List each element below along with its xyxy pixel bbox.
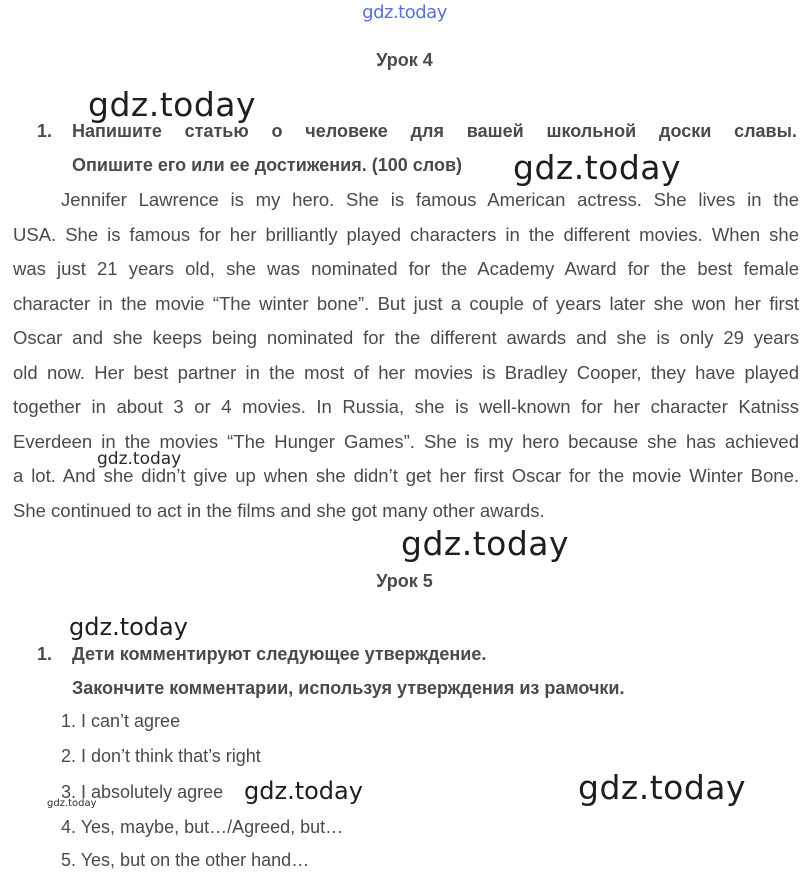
essay-line: USA. She is famous for her brilliantly played characters in the different movies. When she: [13, 223, 799, 245]
lesson-5-title: Урок 5: [376, 571, 433, 591]
lesson-5-task-number: 1.: [37, 644, 53, 664]
answer-item: 3. I absolutely agree: [61, 782, 224, 802]
watermark: gdz.today: [401, 524, 570, 563]
watermark: gdz.today: [97, 449, 182, 469]
answer-item: 2. I don’t think that’s right: [61, 746, 261, 766]
lesson-5-task-line-2: Закончите комментарии, используя утверждения из рамочки.: [72, 678, 625, 698]
watermark: gdz.today: [578, 768, 747, 807]
watermark: gdz.today: [69, 613, 188, 641]
essay-line: together in about 3 or 4 movies. In Russia, she is well-known for her character Katniss: [13, 396, 799, 417]
answer-item: 5. Yes, but on the other hand…: [61, 850, 310, 870]
essay-line: old now. Her best partner in the most of her movies is Bradley Cooper, they have played: [13, 361, 799, 383]
lesson-4-task-number: 1.: [37, 121, 53, 141]
watermark: gdz.today: [47, 798, 97, 809]
essay-line: Oscar and she keeps being nominated for the different awards and she is only 29 years: [13, 327, 799, 348]
watermark-top: gdz.today: [362, 2, 447, 23]
answer-item: 4. Yes, maybe, but…/Agreed, but…: [61, 817, 344, 837]
essay-line: was just 21 years old, she was nominated for the Academy Award for the best female: [13, 258, 799, 279]
essay-line: Jennifer Lawrence is my hero. She is famous American actress. She lives in the: [61, 189, 799, 210]
essay-line: a lot. And she didn’t give up when she didn’t get her first Oscar for the movie Winter Bone.: [13, 465, 799, 486]
lesson-5-task-line-1: Дети комментируют следующее утверждение.: [72, 644, 487, 664]
essay-paragraph: [13, 183, 799, 528]
watermark: gdz.today: [244, 777, 363, 805]
watermark: gdz.today: [88, 85, 257, 124]
essay-line: She continued to act in the films and she got many other awards.: [13, 499, 545, 521]
essay-line: Everdeen in the movies “The Hunger Games”. She is my hero because she has achieved: [13, 430, 799, 452]
essay-line: character in the movie “The winter bone”. But just a couple of years later she won her first: [13, 292, 799, 314]
lesson-4-task-line-1: Напишите статью о человеке для вашей школьной доски славы.: [72, 121, 797, 141]
lesson-4-task-line-2: Опишите его или ее достижения. (100 слов): [72, 155, 463, 175]
lesson-4-title: Урок 4: [376, 50, 433, 70]
watermark: gdz.today: [513, 148, 682, 187]
answer-item: 1. I can’t agree: [61, 711, 181, 731]
